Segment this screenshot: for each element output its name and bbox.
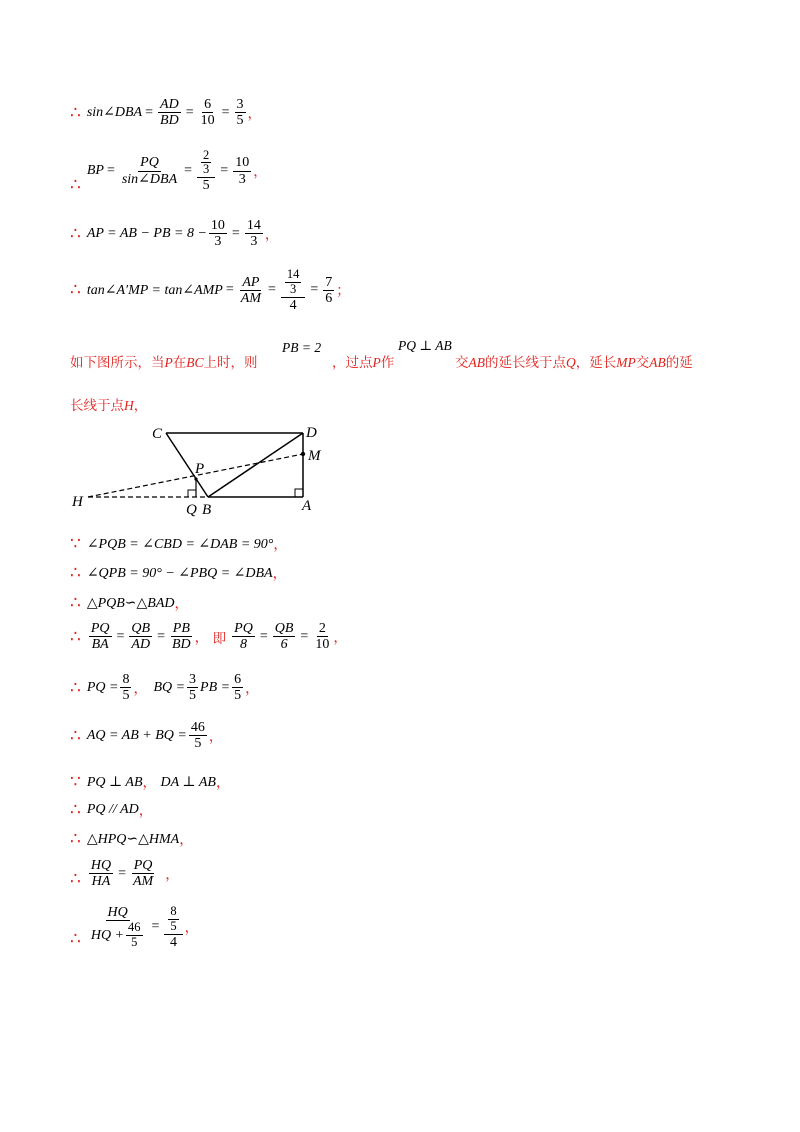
- label-b: B: [202, 502, 212, 518]
- because-symbol: ∵: [70, 534, 81, 554]
- therefore-symbol: ∴: [70, 725, 81, 746]
- expr: △PQB∽△BAD: [86, 595, 175, 611]
- numerator: QB: [131, 621, 151, 636]
- line-perpendiculars: [70, 772, 230, 792]
- right-angle-q: [188, 490, 196, 497]
- numerator: 14: [286, 267, 300, 281]
- denominator: 10: [200, 113, 215, 129]
- expr: tan∠A′MP = tan∠AMP: [86, 282, 223, 298]
- numerator: 46: [128, 920, 141, 935]
- expr: PQ =: [86, 679, 119, 695]
- comma: ，: [179, 833, 194, 848]
- line-angles-90: [70, 534, 287, 554]
- numerator: 46: [190, 720, 205, 735]
- var: Q: [566, 355, 576, 370]
- comma: ，: [247, 106, 262, 122]
- numerator: 7: [325, 274, 333, 290]
- denominator: 4: [289, 297, 297, 313]
- line-hq-equation: ∴ HQ HQ + $\frac{46}{5}$ = $\frac{\frac{8}{5}}{4}$ ，: [70, 904, 199, 950]
- denominator: 5: [170, 918, 177, 933]
- denominator: AM: [132, 874, 154, 890]
- text: ，过点: [332, 355, 373, 371]
- numerator: 14: [246, 218, 261, 233]
- therefore-symbol: ∴: [70, 677, 81, 698]
- numerator: AD: [160, 97, 179, 112]
- therefore-symbol: ∴: [70, 868, 81, 889]
- expr: PQ // AD: [86, 802, 139, 817]
- denominator: 5: [234, 688, 242, 704]
- comma: ，: [253, 165, 268, 180]
- therefore-symbol: ∴: [70, 593, 81, 613]
- numerator: PQ: [234, 621, 253, 636]
- comma: ，: [165, 867, 180, 883]
- text: 的延: [665, 355, 693, 371]
- comma: ，: [142, 776, 157, 791]
- denominator: BA: [91, 637, 109, 653]
- var: AB: [468, 355, 485, 370]
- label-h: H: [72, 494, 83, 510]
- denominator: HA: [91, 874, 111, 890]
- expr: AP = AB − PB = 8 −: [86, 225, 207, 241]
- var: MP: [616, 355, 636, 370]
- denominator: 3: [290, 281, 297, 296]
- numerator: QB: [274, 621, 294, 636]
- label-a: A: [302, 498, 312, 514]
- comma: ，: [215, 776, 230, 791]
- text: 如下图所示，当: [70, 355, 165, 371]
- numerator: 3: [189, 672, 197, 687]
- point-m: [301, 452, 305, 456]
- therefore-symbol: ∴: [70, 175, 81, 195]
- therefore-symbol: ∴: [70, 800, 81, 820]
- comma: ，: [273, 538, 288, 553]
- point-p: [194, 477, 197, 480]
- var: P: [164, 355, 173, 370]
- expr: ∠PQB = ∠CBD = ∠DAB = 90°: [86, 536, 274, 552]
- line-ap: ∴ AP = AB − PB = 8 − $\frac{10}{3}$ = $\frac{14}{3}$ ，: [70, 218, 279, 250]
- numerator: HQ: [107, 905, 128, 920]
- text: 的延长线于点: [485, 355, 566, 371]
- right-angle-a: [295, 489, 303, 497]
- numerator: 3: [236, 97, 244, 112]
- expr: PB =: [200, 679, 231, 695]
- denominator: 8: [239, 637, 247, 653]
- line-similar-1: [70, 593, 189, 613]
- denominator-text: HQ +: [90, 927, 124, 943]
- equation-pb: PB = 2: [282, 340, 322, 355]
- line-pq-bq: [70, 672, 259, 704]
- numerator: 8: [170, 904, 177, 918]
- numerator: PB: [172, 621, 190, 636]
- denominator: 3: [203, 162, 210, 177]
- comma: ，: [272, 567, 287, 582]
- comma: ，: [333, 630, 348, 646]
- denominator: 6: [325, 290, 333, 306]
- comma: ，: [264, 227, 279, 243]
- line-ratios: ∴ $\frac{PQ}{BA}$ = $\frac{QB}{AD}$ = $\frac{PB}{BD}$ ， 即 $\frac{PQ}{8}$ = $\frac{QB}{6}$ = $\frac{2}{10}$ ，: [70, 621, 348, 653]
- denominator: AD: [131, 637, 151, 653]
- line-similar-2: [70, 829, 193, 849]
- denominator: 3: [214, 234, 222, 250]
- geometry-figure: [60, 420, 340, 520]
- expr: AQ = AB + BQ =: [86, 727, 187, 743]
- line-aq: [70, 720, 223, 752]
- line-bp: ∴ BP = $\frac{PQ}{\text{sin∠DBA}}$ = $\frac{\frac{2}{3}}{5}$ = $\frac{10}{3}$ ，: [70, 147, 268, 195]
- expr: DA ⊥ AB: [160, 774, 216, 790]
- denominator: 5: [189, 688, 197, 704]
- denominator: 10: [315, 637, 330, 653]
- therefore-symbol: ∴: [70, 626, 81, 647]
- var: P: [372, 355, 381, 370]
- comma: ，: [208, 729, 223, 745]
- denominator: 5: [122, 688, 130, 704]
- denominator: BD: [171, 637, 191, 653]
- text: 即: [212, 630, 227, 647]
- label-m: M: [308, 448, 321, 464]
- therefore-symbol: ∴: [70, 563, 81, 583]
- line-angle-qpb: [70, 563, 287, 583]
- expr: BQ =: [153, 679, 186, 695]
- equation-pq-perp: PQ ⊥ AB: [398, 338, 452, 353]
- line-sin-dba: ∴ sin∠DBA = $\frac{AD}{BD}$ = $\frac{6}{10}$ = $\frac{3}{5}$ ，: [70, 97, 262, 129]
- therefore-symbol: ∴: [70, 829, 81, 849]
- comma: ，: [194, 630, 209, 646]
- comma: ，: [174, 597, 189, 612]
- label-d: D: [306, 425, 317, 441]
- numerator: 6: [204, 97, 212, 112]
- numerator: 10: [210, 218, 225, 233]
- denominator: 3: [250, 234, 258, 250]
- numerator: 8: [122, 672, 130, 687]
- var: H: [124, 398, 134, 413]
- denominator: 5: [131, 935, 138, 950]
- case-paragraph: [70, 338, 750, 414]
- numerator: 6: [234, 672, 242, 687]
- numerator: 2: [318, 621, 326, 636]
- because-symbol: ∵: [70, 772, 81, 792]
- var: BC: [186, 355, 204, 370]
- numerator: PQ: [140, 155, 159, 171]
- denominator: AM: [240, 290, 261, 306]
- denominator: 6: [280, 637, 288, 653]
- line-hq-ratio: ∴ $\frac{HQ}{HA}$ = $\frac{PQ}{AM}$ ，: [70, 858, 180, 890]
- denominator: 5: [194, 736, 202, 752]
- text: 作: [380, 355, 395, 371]
- comma: ，: [184, 921, 199, 937]
- segment-bd: [208, 433, 303, 497]
- expr: △HPQ∽△HMA: [86, 831, 180, 847]
- semicolon: ；: [336, 284, 351, 300]
- therefore-symbol: ∴: [70, 280, 81, 301]
- denominator: BD: [160, 113, 179, 129]
- denominator: sin∠DBA: [121, 171, 178, 187]
- numerator: HQ: [90, 858, 112, 873]
- line-tan: ∴ tan∠A′MP = tan∠AMP = $\frac{AP}{AM}$ = $\frac{\frac{14}{3}}{4}$ = $\frac{7}{6}$ ；: [70, 267, 351, 313]
- numerator: PQ: [90, 621, 110, 636]
- expr: sin∠DBA: [86, 105, 143, 121]
- denominator: 5: [202, 178, 210, 194]
- expr: PQ ⊥ AB: [86, 774, 143, 790]
- text: ，: [133, 398, 148, 414]
- denominator: 5: [236, 113, 244, 129]
- label-c: C: [152, 426, 163, 442]
- comma: ，: [133, 681, 148, 697]
- text: 在: [172, 355, 187, 371]
- var: AB: [649, 355, 666, 370]
- denominator: 4: [170, 934, 178, 950]
- numerator: 10: [235, 155, 250, 171]
- text: ，延长: [575, 355, 617, 371]
- denominator: 3: [238, 171, 246, 187]
- therefore-symbol: ∴: [70, 929, 81, 950]
- label-p: P: [195, 461, 205, 477]
- numerator: AP: [242, 274, 260, 290]
- label-q: Q: [186, 502, 197, 518]
- numerator: PQ: [133, 858, 153, 873]
- text: 交: [455, 355, 469, 371]
- therefore-symbol: ∴: [70, 223, 81, 244]
- text: 交: [635, 355, 650, 371]
- expr: BP: [86, 163, 104, 178]
- text: 长线于点: [70, 398, 124, 414]
- comma: ，: [138, 804, 153, 819]
- expr: ∠QPB = 90° − ∠PBQ = ∠DBA: [86, 565, 273, 581]
- line-parallel: [70, 800, 153, 820]
- text: 上时，则: [203, 355, 258, 371]
- comma: ，: [245, 681, 260, 697]
- therefore-symbol: ∴: [70, 102, 81, 123]
- numerator: 2: [203, 147, 210, 162]
